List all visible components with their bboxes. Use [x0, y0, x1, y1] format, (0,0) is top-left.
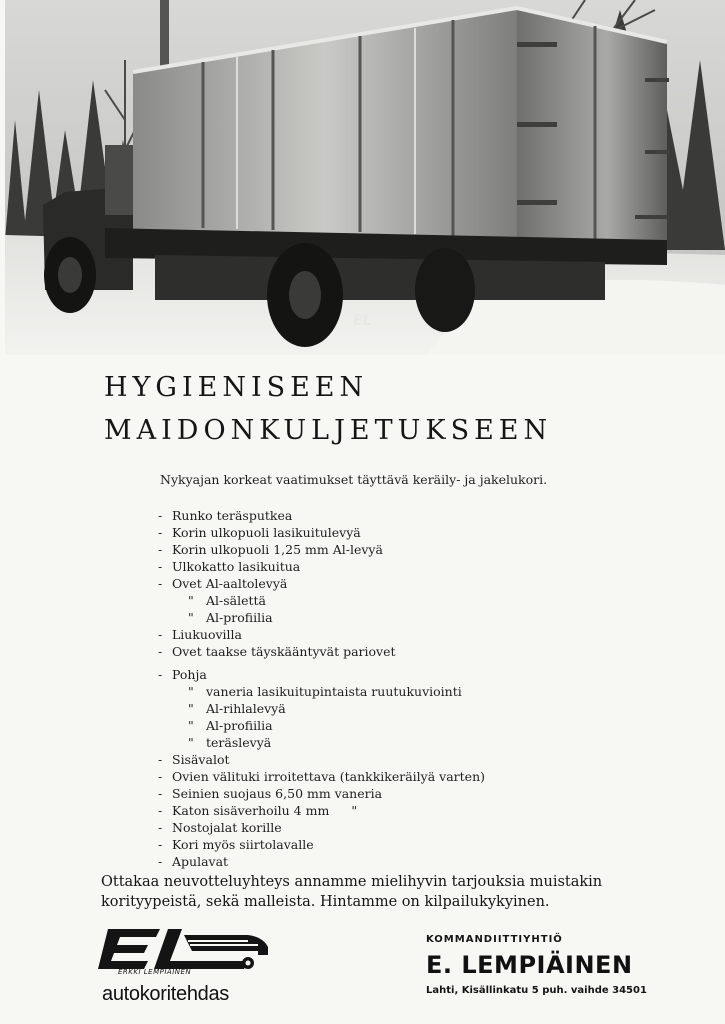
spec-item [158, 575, 485, 592]
spec-item [158, 626, 485, 643]
spec-sub-item [158, 734, 485, 751]
spec-item [158, 802, 485, 819]
truck-badge: EL [353, 313, 372, 329]
company-address: Lahti, Kisällinkatu 5 puh. vaihde 34501 [426, 985, 647, 996]
truck-photo [5, 0, 725, 355]
ditto-mark: " [188, 735, 194, 750]
bullet-dash: - [158, 559, 163, 574]
bullet-dash: - [158, 786, 163, 801]
bullet-dash: - [158, 667, 163, 682]
headline-line-2: MAIDONKULJETUKSEEN [104, 415, 553, 446]
bullet-dash: - [158, 576, 163, 591]
spec-item [158, 507, 485, 524]
spec-item [158, 541, 485, 558]
spec-sub-item [158, 683, 485, 700]
spec-text: Ovet taakse täyskääntyvät pariovet [172, 644, 396, 659]
spec-item [158, 853, 485, 870]
spec-sub-item [158, 609, 485, 626]
spec-text: Runko teräsputkea [172, 508, 293, 523]
bullet-dash: - [158, 752, 163, 767]
ditto-mark: " [188, 610, 194, 625]
spec-text: teräslevyä [206, 735, 272, 750]
spec-item [158, 751, 485, 768]
spec-text: Nostojalat korille [172, 820, 282, 835]
spec-text: Sisävalot [172, 752, 230, 767]
bullet-dash: - [158, 854, 163, 869]
spec-item [158, 666, 485, 683]
spec-text: Ovet Al-aaltolevyä [172, 576, 288, 591]
logo-wordmark: autokoritehdas [102, 983, 230, 1005]
headline-line-1: HYGIENISEEN [104, 372, 369, 403]
spec-text: Kori myös siirtolavalle [172, 837, 314, 852]
bullet-dash: - [158, 769, 163, 784]
ditto-mark: " [188, 684, 194, 699]
spec-item [158, 836, 485, 853]
bullet-dash: - [158, 803, 163, 818]
spec-text: Pohja [172, 667, 207, 682]
bullet-dash: - [158, 542, 163, 557]
intro-text: Nykyajan korkeat vaatimukset täyttävä keräily- ja jakelukori. [160, 472, 548, 487]
spec-text: Korin ulkopuoli lasikuitulevyä [172, 525, 361, 540]
spec-item [158, 819, 485, 836]
bullet-dash: - [158, 627, 163, 642]
ditto-mark: " [351, 803, 358, 818]
spec-item [158, 768, 485, 785]
company-type: KOMMANDIITTIYHTIÖ [426, 934, 563, 945]
spec-text: Apulavat [172, 854, 229, 869]
spec-item [158, 785, 485, 802]
spec-item [158, 558, 485, 575]
closing-line-1: Ottakaa neuvotteluyhteys annamme mielihyvin tarjouksia muistakin [101, 874, 603, 890]
bullet-dash: - [158, 837, 163, 852]
bullet-dash: - [158, 525, 163, 540]
spec-text: Katon sisäverhoilu 4 mm [172, 803, 330, 818]
truck-photo-illustration [5, 0, 725, 355]
spec-text: vaneria lasikuitupintaista ruutukuviointi [206, 684, 462, 699]
spec-sub-item [158, 717, 485, 734]
bullet-dash: - [158, 508, 163, 523]
spec-text: Ovien välituki irroitettava (tankkikeräilyä varten) [172, 769, 486, 784]
spec-list [158, 507, 485, 870]
closing-paragraph [101, 872, 602, 912]
ditto-mark: " [188, 718, 194, 733]
company-name: E. LEMPIÄINEN [426, 951, 633, 979]
spec-item [158, 524, 485, 541]
spec-text: Korin ulkopuoli 1,25 mm Al-levyä [172, 542, 383, 557]
bullet-dash: - [158, 644, 163, 659]
bullet-dash: - [158, 820, 163, 835]
spec-text: Ulkokatto lasikuitua [172, 559, 301, 574]
spec-text: Liukuovilla [172, 627, 243, 642]
spec-text: Al-profiilia [206, 610, 273, 625]
ditto-mark: " [188, 701, 194, 716]
spec-text: Al-sälettä [206, 593, 267, 608]
spec-text: Seinien suojaus 6,50 mm vaneria [172, 786, 383, 801]
spec-text: Al-rihlalevyä [206, 701, 286, 716]
ditto-mark: " [188, 593, 194, 608]
spec-sub-item [158, 700, 485, 717]
spec-text: Al-profiilia [206, 718, 273, 733]
spec-sub-item [158, 592, 485, 609]
spec-item [158, 643, 485, 660]
logo-small-text: ERKKI LEMPIÄINEN [118, 968, 192, 976]
closing-line-2: korityypeistä, sekä malleista. Hintamme on kilpailukykyinen. [101, 894, 550, 910]
